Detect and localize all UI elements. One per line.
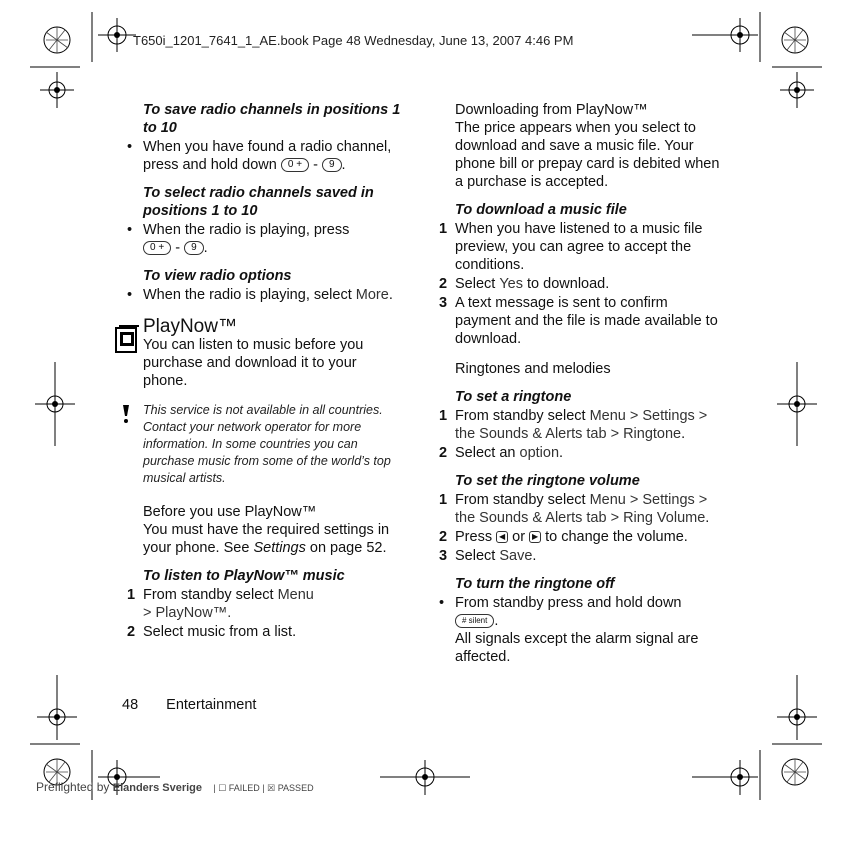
right-column	[439, 101, 730, 666]
key-9-icon: 9	[322, 158, 342, 172]
heading-ringtones: Ringtones and melodies	[455, 361, 611, 377]
heading-select-channels: To select radio channels saved in positions 1 to 10	[143, 185, 374, 219]
heading-ringtone-off: To turn the ringtone off	[455, 576, 615, 592]
page-header: T650i_1201_7641_1_AE.book Page 48 Wednesday, June 13, 2007 4:46 PM	[133, 33, 574, 48]
playnow-section	[143, 318, 423, 390]
volume-down-icon: ◀	[496, 531, 508, 543]
step-download-3: 3 A text message is sent to confirm payment and the file is made available to download.	[439, 295, 718, 347]
heading-save-channels: To save radio channels in positions 1 to 10	[143, 102, 401, 136]
warning-icon	[121, 404, 131, 426]
volume-up-icon: ▶	[529, 531, 541, 543]
heading-downloading: Downloading from PlayNow™	[455, 102, 648, 118]
para-downloading: The price appears when you select to download and save a music file. Your phone bill or prepay card is debited when a purchase is accepted.	[455, 120, 720, 190]
step-ringtone-1: 1 From standby select Menu > Settings > the Sounds & Alerts tab > Ringtone.	[439, 408, 708, 442]
settings-link[interactable]: Settings	[253, 540, 306, 556]
playnow-title: PlayNow™	[143, 316, 237, 337]
bullet-save-channels: • When you have found a radio channel, press and hold down 0 + - 9 .	[143, 138, 423, 174]
left-column	[127, 101, 423, 641]
page-number: 48	[122, 697, 139, 713]
step-volume-1: 1 From standby select Menu > Settings > the Sounds & Alerts tab > Ring Volume.	[439, 492, 710, 526]
key-9-icon: 9	[184, 241, 204, 255]
bullet-view-options: • When the radio is playing, select More.	[143, 286, 423, 304]
step-download-2: 2 Select Yes to download.	[439, 276, 610, 292]
note-block	[143, 402, 423, 487]
step-volume-3: 3 Select Save.	[439, 548, 537, 564]
para-before-use: You must have the required settings in your phone. See Settings on page 52.	[143, 522, 390, 556]
step-volume-2: 2 Press ◀ or ▶ to change the volume.	[439, 529, 688, 545]
note-text: This service is not available in all countries. Contact your network operator for more information. In some countries you can purchase music from some of the world’s top musical artists.	[143, 403, 391, 485]
heading-ringtone-volume: To set the ringtone volume	[455, 473, 640, 489]
heading-listen: To listen to PlayNow™ music	[143, 568, 345, 584]
heading-download-file: To download a music file	[455, 202, 627, 218]
page-footer	[122, 697, 256, 713]
section-name: Entertainment	[166, 697, 257, 713]
bullet-select-channels: • When the radio is playing, press 0 + - 9 .	[143, 221, 423, 257]
key-0-icon: 0 +	[143, 241, 171, 255]
step-download-1: 1 When you have listened to a music file preview, you can agree to accept the conditions.	[439, 221, 703, 273]
bullet-ringtone-off: • From standby press and hold down # silent . All signals except the alarm signal are affected.	[455, 594, 723, 666]
silent-key-icon: # silent	[455, 614, 494, 628]
step-ringtone-2: 2 Select an option.	[439, 445, 564, 461]
step-listen-2: 2 Select music from a list.	[127, 624, 297, 640]
step-listen-1: 1 From standby select Menu > PlayNow™.	[127, 587, 314, 621]
preflight-stamp: Preflighted by Elanders Sverige | ☐ FAILED | ☒ PASSED	[36, 780, 314, 794]
key-0-icon: 0 +	[281, 158, 309, 172]
heading-set-ringtone: To set a ringtone	[455, 389, 572, 405]
playnow-icon	[115, 324, 141, 354]
heading-before-use: Before you use PlayNow™	[143, 504, 317, 520]
playnow-body: You can listen to music before you purchase and download it to your phone.	[143, 337, 364, 389]
heading-view-options: To view radio options	[143, 268, 292, 284]
